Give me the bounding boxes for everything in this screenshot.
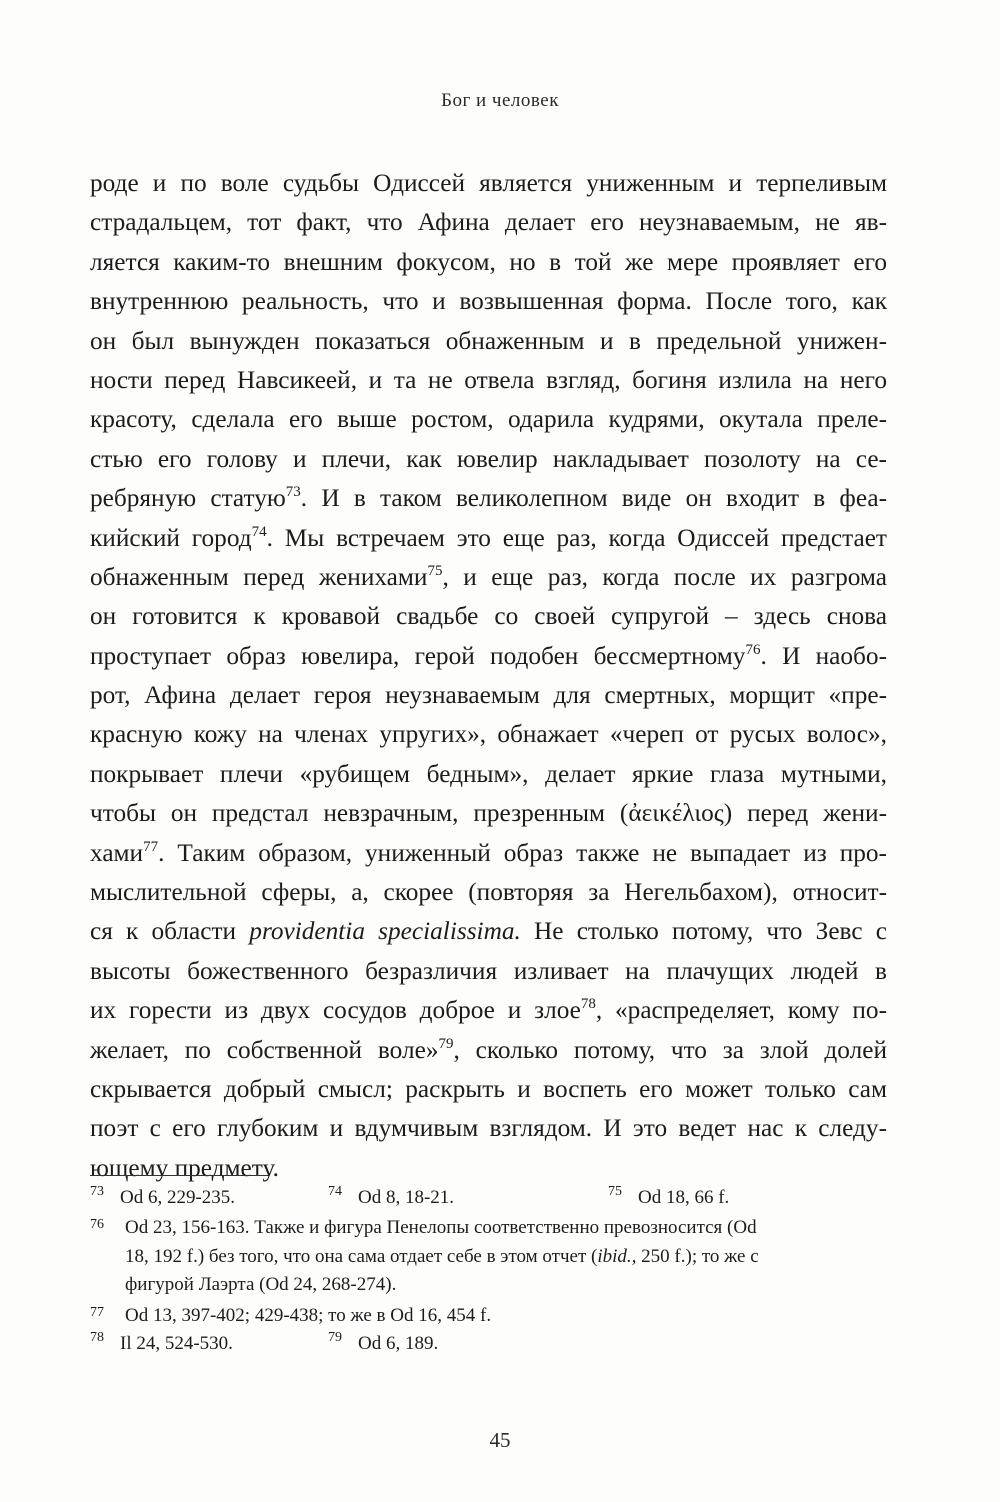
footnote-ref: 74: [251, 523, 267, 540]
body-line: поэт с его глубоким и вдумчивым взглядом. И это ведет нас к следу-: [90, 1114, 887, 1143]
body-line: кийский город$^{74}$. Мы встречаем это еще раз, когда Одиссей предстает: [90, 523, 887, 552]
body-line: ющему предмету.: [90, 1153, 279, 1182]
body-line: желает, по собственной воле»$^{79}$, сколько потому, что за злой долей: [90, 1035, 888, 1064]
body-line: он готовится к кровавой свадьбе со своей супругой – здесь снова: [90, 602, 887, 631]
body-line: высоты божественного безразличия изливает на плачущих людей в: [90, 956, 887, 985]
body-line: ся к области providentia specialissima. Не столько потому, что Зевс с: [90, 917, 887, 946]
body-line: роде и по воле судьбы Одиссей является униженным и терпеливым: [90, 169, 887, 197]
body-text: [90, 164, 887, 1188]
body-line: их горести из двух сосудов доброе и злое$^{78}$, «распределяет, кому по-: [90, 996, 887, 1025]
running-head: Бог и человек: [441, 90, 559, 111]
footnote-ref: 73: [285, 484, 301, 501]
footnote-ref: 77: [143, 838, 159, 855]
body-line: чтобы он предстал невзрачным, презренным (ἀεικέλιος) перед жени-: [90, 799, 887, 828]
footnotes: [90, 1184, 890, 1360]
footnote-78: $^{78}$ Il 24, 524-530.: [90, 1330, 233, 1354]
footnote-ref: 75: [427, 562, 443, 579]
footnote-76: 76 Od 23, 156-163. Также и фигура Пенелопы соответственно превозносится (Od 18, 192 f.) без того, что она сама отдает себе в этом отчет (ibid., 250 f.); то же с фигурой Лаэрта (Od 24, 268-274).: [90, 1217, 759, 1295]
footnote-73: $^{73}$ Od 6, 229-235.: [90, 1184, 236, 1208]
footnote-separator: [90, 1175, 270, 1176]
body-line: страдальцем, тот факт, что Афина делает его неузнаваемым, не яв-: [90, 208, 887, 237]
body-line: проступает образ ювелира, герой подобен бессмертному$^{76}$. И наобо-: [90, 641, 887, 670]
body-line: ребряную статую$^{73}$. И в таком великолепном виде он входит в феа-: [90, 484, 888, 513]
body-line: хами$^{77}$. Таким образом, униженный образ также не выпадает из про-: [90, 838, 887, 867]
body-line: красоту, сделала его выше ростом, одарила кудрями, окутала преле-: [90, 405, 887, 434]
body-line: внутреннюю реальность, что и возвышенная форма. После того, как: [90, 287, 887, 316]
footnote-ref: 76: [745, 641, 761, 658]
body-line: ляется каким-то внешним фокусом, но в той же мере проявляет его: [90, 247, 887, 276]
body-line: обнаженным перед женихами$^{75}$, и еще раз, когда после их разгрома: [90, 562, 887, 591]
body-line: стью его голову и плечи, как ювелир накладывает позолоту на се-: [90, 444, 887, 473]
body-line: покрывает плечи «рубищем бедным», делает яркие глаза мутными,: [90, 759, 887, 788]
footnote-74: $^{74}$ Od 8, 18-21.: [328, 1184, 455, 1208]
body-line: он был вынужден показаться обнаженным и в предельной унижен-: [90, 326, 887, 355]
footnote-75: $^{75}$ Od 18, 66 f.: [608, 1184, 730, 1208]
body-line: скрывается добрый смысл; раскрыть и воспеть его может только сам: [90, 1074, 887, 1103]
footnote-77: 77 Od 13, 397-402; 429-438; то же в Od 16, 454 f.: [90, 1304, 492, 1326]
body-line: ности перед Навсикеей, и та не отвела взгляд, богиня излила на него: [90, 365, 887, 394]
footnote-row-1: [90, 1184, 890, 1214]
page-number: 45: [489, 1428, 511, 1452]
body-line: мыслительной сферы, а, скорее (повторяя за Негельбахом), относит-: [90, 878, 887, 907]
footnote-ref: 78: [580, 996, 596, 1013]
footnote-row-4: [90, 1330, 890, 1360]
footnote-79: $^{79}$ Od 6, 189.: [328, 1330, 439, 1354]
footnote-ref: 79: [438, 1035, 454, 1052]
body-line: красную кожу на членах упругих», обнажает «череп от русых волос»,: [90, 720, 887, 749]
body-line: рот, Афина делает героя неузнаваемым для смертных, морщит «пре-: [90, 681, 887, 710]
